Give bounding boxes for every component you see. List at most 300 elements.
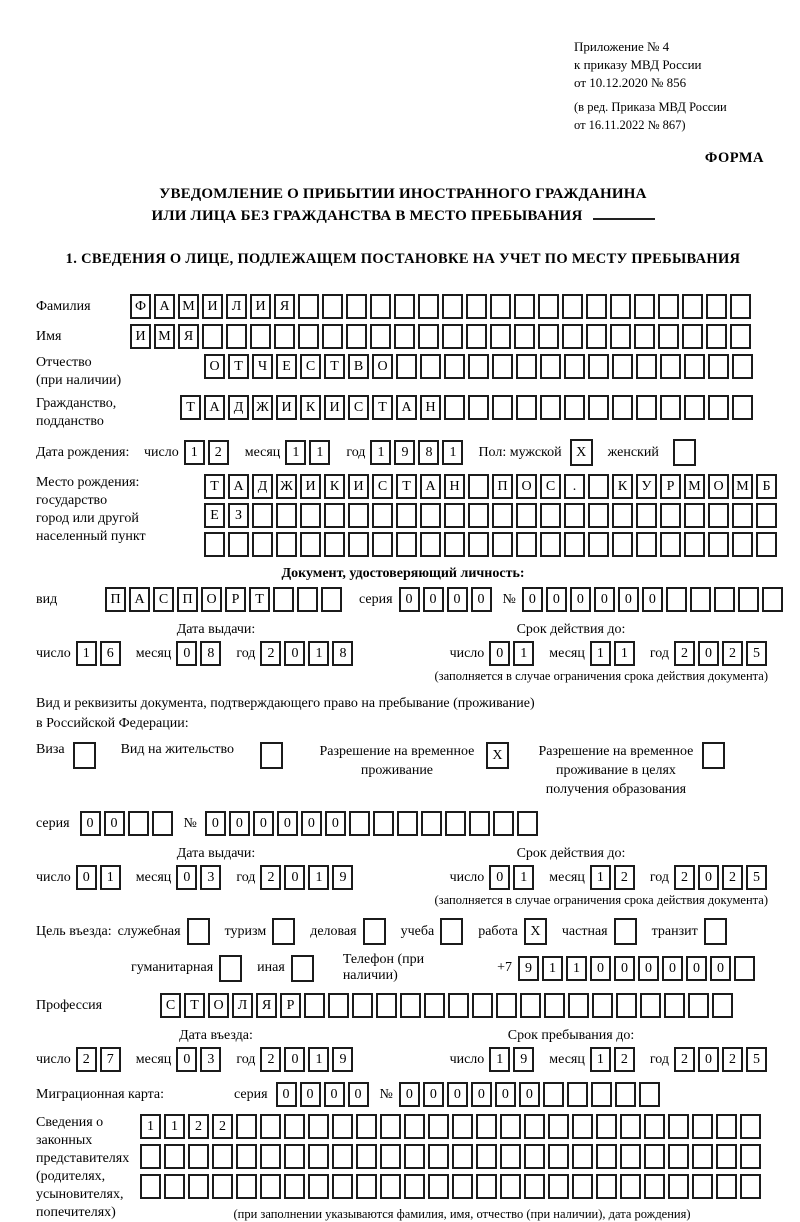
char-box[interactable] <box>568 993 589 1018</box>
char-box[interactable] <box>397 811 418 836</box>
char-box[interactable] <box>226 324 247 349</box>
char-box[interactable]: 0 <box>253 811 274 836</box>
char-box[interactable] <box>421 811 442 836</box>
char-box[interactable] <box>493 811 514 836</box>
char-box[interactable] <box>660 395 681 420</box>
char-box[interactable]: 1 <box>590 641 611 666</box>
char-box[interactable]: 0 <box>325 811 346 836</box>
char-box[interactable] <box>706 324 727 349</box>
char-box[interactable] <box>204 532 225 557</box>
char-box[interactable] <box>636 395 657 420</box>
char-box[interactable] <box>448 993 469 1018</box>
char-box[interactable] <box>543 1082 564 1107</box>
char-box[interactable] <box>684 503 705 528</box>
residence-seriya-field[interactable] <box>80 811 176 836</box>
char-box[interactable]: 5 <box>746 865 767 890</box>
char-box[interactable] <box>400 993 421 1018</box>
char-box[interactable]: 0 <box>104 811 125 836</box>
char-box[interactable]: С <box>300 354 321 379</box>
char-box[interactable] <box>517 811 538 836</box>
char-box[interactable]: 0 <box>447 587 468 612</box>
char-box[interactable]: 0 <box>489 865 510 890</box>
char-box[interactable] <box>756 503 777 528</box>
char-box[interactable] <box>322 324 343 349</box>
char-box[interactable]: 2 <box>260 641 281 666</box>
entry-month[interactable] <box>176 1047 224 1072</box>
char-box[interactable] <box>732 354 753 379</box>
char-box[interactable] <box>492 532 513 557</box>
migration-seriya-field[interactable] <box>276 1082 372 1107</box>
char-box[interactable]: Е <box>276 354 297 379</box>
char-box[interactable] <box>370 294 391 319</box>
char-box[interactable] <box>276 532 297 557</box>
char-box[interactable]: 5 <box>746 1047 767 1072</box>
char-box[interactable] <box>588 474 609 499</box>
char-box[interactable] <box>328 993 349 1018</box>
char-box[interactable]: 0 <box>76 865 97 890</box>
char-box[interactable] <box>567 1082 588 1107</box>
char-box[interactable]: 0 <box>546 587 567 612</box>
char-box[interactable] <box>260 1174 281 1199</box>
char-box[interactable]: 2 <box>212 1114 233 1139</box>
char-box[interactable] <box>682 324 703 349</box>
char-box[interactable] <box>706 294 727 319</box>
char-box[interactable] <box>562 324 583 349</box>
purpose-humanitarian-checkbox[interactable] <box>219 955 245 982</box>
char-box[interactable] <box>466 324 487 349</box>
char-box[interactable]: 0 <box>399 587 420 612</box>
char-box[interactable]: С <box>372 474 393 499</box>
char-box[interactable] <box>716 1144 737 1169</box>
citizenship-field[interactable] <box>180 395 756 420</box>
char-box[interactable] <box>308 1144 329 1169</box>
char-box[interactable]: 0 <box>176 641 197 666</box>
char-box[interactable]: А <box>228 474 249 499</box>
char-box[interactable]: Ф <box>130 294 151 319</box>
char-box[interactable] <box>252 503 273 528</box>
purpose-tourism-checkbox[interactable] <box>272 918 298 945</box>
char-box[interactable] <box>332 1114 353 1139</box>
char-box[interactable]: К <box>324 474 345 499</box>
char-box[interactable] <box>612 503 633 528</box>
char-box[interactable] <box>324 532 345 557</box>
char-box[interactable] <box>688 993 709 1018</box>
identity-expiry-day[interactable] <box>489 641 537 666</box>
char-box[interactable] <box>740 1174 761 1199</box>
char-box[interactable] <box>548 1144 569 1169</box>
char-box[interactable] <box>472 993 493 1018</box>
char-box[interactable] <box>564 395 585 420</box>
doc-kind-field[interactable] <box>105 587 345 612</box>
char-box[interactable] <box>452 1174 473 1199</box>
char-box[interactable] <box>636 503 657 528</box>
stay-year[interactable] <box>674 1047 770 1072</box>
char-box[interactable] <box>586 294 607 319</box>
char-box[interactable] <box>660 503 681 528</box>
char-box[interactable] <box>444 395 465 420</box>
char-box[interactable] <box>452 1114 473 1139</box>
char-box[interactable] <box>444 532 465 557</box>
char-box[interactable]: 1 <box>76 641 97 666</box>
char-box[interactable]: 2 <box>76 1047 97 1072</box>
char-box[interactable]: 0 <box>590 956 611 981</box>
entry-year[interactable] <box>260 1047 356 1072</box>
char-box[interactable]: Т <box>396 474 417 499</box>
char-box[interactable]: А <box>420 474 441 499</box>
char-box[interactable] <box>236 1144 257 1169</box>
char-box[interactable]: 1 <box>590 1047 611 1072</box>
char-box[interactable] <box>668 1114 689 1139</box>
char-box[interactable] <box>588 503 609 528</box>
char-box[interactable] <box>442 294 463 319</box>
char-box[interactable]: Д <box>252 474 273 499</box>
char-box[interactable]: 1 <box>566 956 587 981</box>
char-box[interactable]: 0 <box>710 956 731 981</box>
char-box[interactable]: 2 <box>722 641 743 666</box>
char-box[interactable] <box>476 1144 497 1169</box>
char-box[interactable]: 2 <box>722 1047 743 1072</box>
char-box[interactable]: А <box>204 395 225 420</box>
char-box[interactable]: 2 <box>674 1047 695 1072</box>
char-box[interactable] <box>684 395 705 420</box>
char-box[interactable] <box>298 294 319 319</box>
char-box[interactable] <box>538 294 559 319</box>
char-box[interactable] <box>612 395 633 420</box>
char-box[interactable]: С <box>153 587 174 612</box>
char-box[interactable] <box>468 354 489 379</box>
char-box[interactable] <box>732 532 753 557</box>
char-box[interactable] <box>524 1174 545 1199</box>
char-box[interactable]: 0 <box>423 587 444 612</box>
char-box[interactable] <box>615 1082 636 1107</box>
char-box[interactable]: Р <box>660 474 681 499</box>
char-box[interactable]: 0 <box>522 587 543 612</box>
char-box[interactable] <box>291 955 314 982</box>
char-box[interactable]: Т <box>372 395 393 420</box>
char-box[interactable] <box>128 811 149 836</box>
char-box[interactable]: В <box>348 354 369 379</box>
char-box[interactable]: У <box>636 474 657 499</box>
char-box[interactable] <box>273 587 294 612</box>
char-box[interactable] <box>348 532 369 557</box>
char-box[interactable]: И <box>202 294 223 319</box>
char-box[interactable]: О <box>208 993 229 1018</box>
char-box[interactable] <box>284 1114 305 1139</box>
char-box[interactable] <box>692 1174 713 1199</box>
char-box[interactable]: И <box>348 474 369 499</box>
char-box[interactable] <box>428 1144 449 1169</box>
char-box[interactable]: Б <box>756 474 777 499</box>
char-box[interactable]: 0 <box>698 865 719 890</box>
char-box[interactable] <box>418 294 439 319</box>
char-box[interactable]: 1 <box>308 1047 329 1072</box>
char-box[interactable] <box>308 1174 329 1199</box>
char-box[interactable]: 3 <box>200 865 221 890</box>
char-box[interactable]: 8 <box>418 440 439 465</box>
char-box[interactable]: 2 <box>674 641 695 666</box>
char-box[interactable]: И <box>300 474 321 499</box>
char-box[interactable] <box>152 811 173 836</box>
char-box[interactable] <box>466 294 487 319</box>
purpose-study-checkbox[interactable] <box>440 918 466 945</box>
char-box[interactable] <box>332 1144 353 1169</box>
char-box[interactable] <box>440 918 463 945</box>
char-box[interactable] <box>620 1174 641 1199</box>
entry-day[interactable] <box>76 1047 124 1072</box>
char-box[interactable] <box>428 1174 449 1199</box>
char-box[interactable]: 8 <box>332 641 353 666</box>
char-box[interactable]: 9 <box>518 956 539 981</box>
char-box[interactable] <box>396 354 417 379</box>
char-box[interactable] <box>188 1174 209 1199</box>
char-box[interactable] <box>732 395 753 420</box>
char-box[interactable]: О <box>204 354 225 379</box>
char-box[interactable]: М <box>684 474 705 499</box>
char-box[interactable] <box>692 1114 713 1139</box>
legal-reps-line-1[interactable] <box>140 1114 764 1139</box>
char-box[interactable] <box>712 993 733 1018</box>
char-box[interactable] <box>420 503 441 528</box>
char-box[interactable] <box>588 532 609 557</box>
char-box[interactable] <box>762 587 783 612</box>
char-box[interactable] <box>614 918 637 945</box>
char-box[interactable]: И <box>324 395 345 420</box>
char-box[interactable]: 1 <box>590 865 611 890</box>
char-box[interactable]: 9 <box>332 1047 353 1072</box>
residence-issue-day[interactable] <box>76 865 124 890</box>
char-box[interactable] <box>588 395 609 420</box>
char-box[interactable] <box>732 503 753 528</box>
char-box[interactable] <box>756 532 777 557</box>
char-box[interactable]: 0 <box>348 1082 369 1107</box>
char-box[interactable] <box>734 956 755 981</box>
char-box[interactable]: Я <box>256 993 277 1018</box>
char-box[interactable] <box>612 532 633 557</box>
char-box[interactable] <box>363 918 386 945</box>
char-box[interactable]: 0 <box>447 1082 468 1107</box>
char-box[interactable] <box>664 993 685 1018</box>
char-box[interactable] <box>684 354 705 379</box>
char-box[interactable] <box>660 354 681 379</box>
identity-expiry-year[interactable] <box>674 641 770 666</box>
char-box[interactable]: 0 <box>284 1047 305 1072</box>
char-box[interactable]: 0 <box>519 1082 540 1107</box>
char-box[interactable]: А <box>154 294 175 319</box>
char-box[interactable] <box>212 1144 233 1169</box>
char-box[interactable] <box>620 1114 641 1139</box>
char-box[interactable] <box>524 1114 545 1139</box>
char-box[interactable] <box>492 354 513 379</box>
char-box[interactable] <box>380 1174 401 1199</box>
char-box[interactable] <box>564 354 585 379</box>
char-box[interactable] <box>708 532 729 557</box>
char-box[interactable]: Т <box>324 354 345 379</box>
char-box[interactable] <box>596 1174 617 1199</box>
char-box[interactable] <box>396 532 417 557</box>
char-box[interactable] <box>370 324 391 349</box>
char-box[interactable] <box>298 324 319 349</box>
residence-permit-checkbox[interactable] <box>260 742 286 769</box>
char-box[interactable] <box>492 503 513 528</box>
char-box[interactable]: Т <box>204 474 225 499</box>
char-box[interactable] <box>564 503 585 528</box>
char-box[interactable]: 1 <box>442 440 463 465</box>
char-box[interactable] <box>658 324 679 349</box>
char-box[interactable]: 2 <box>614 865 635 890</box>
char-box[interactable]: 1 <box>309 440 330 465</box>
char-box[interactable]: 1 <box>542 956 563 981</box>
char-box[interactable] <box>738 587 759 612</box>
char-box[interactable] <box>202 324 223 349</box>
birth-year-field[interactable] <box>370 440 466 465</box>
birth-place-line-1[interactable] <box>204 474 780 499</box>
char-box[interactable]: 0 <box>471 1082 492 1107</box>
char-box[interactable] <box>260 742 283 769</box>
birth-day-field[interactable] <box>184 440 232 465</box>
char-box[interactable]: 0 <box>638 956 659 981</box>
sex-female-checkbox[interactable] <box>673 439 699 466</box>
char-box[interactable] <box>658 294 679 319</box>
purpose-work-checkbox[interactable] <box>524 918 550 945</box>
temp-residence-education-checkbox[interactable] <box>702 742 728 769</box>
char-box[interactable]: Я <box>274 294 295 319</box>
residence-number-field[interactable] <box>205 811 541 836</box>
residence-expiry-day[interactable] <box>489 865 537 890</box>
char-box[interactable] <box>444 354 465 379</box>
char-box[interactable]: 0 <box>698 1047 719 1072</box>
char-box[interactable] <box>544 993 565 1018</box>
purpose-official-checkbox[interactable] <box>187 918 213 945</box>
char-box[interactable]: П <box>105 587 126 612</box>
char-box[interactable]: 0 <box>276 1082 297 1107</box>
char-box[interactable] <box>346 294 367 319</box>
purpose-other-checkbox[interactable] <box>291 955 317 982</box>
doc-number-field[interactable] <box>522 587 786 612</box>
char-box[interactable] <box>702 742 725 769</box>
char-box[interactable]: X <box>524 918 547 945</box>
char-box[interactable]: 0 <box>614 956 635 981</box>
char-box[interactable] <box>236 1114 257 1139</box>
birth-place-line-2[interactable] <box>204 503 780 528</box>
phone-field[interactable] <box>518 956 758 981</box>
char-box[interactable]: С <box>348 395 369 420</box>
char-box[interactable]: 2 <box>722 865 743 890</box>
char-box[interactable]: 0 <box>570 587 591 612</box>
char-box[interactable] <box>324 503 345 528</box>
char-box[interactable] <box>634 294 655 319</box>
char-box[interactable]: М <box>178 294 199 319</box>
char-box[interactable] <box>538 324 559 349</box>
char-box[interactable] <box>276 503 297 528</box>
char-box[interactable] <box>514 294 535 319</box>
char-box[interactable]: 2 <box>188 1114 209 1139</box>
char-box[interactable]: 5 <box>746 641 767 666</box>
char-box[interactable]: М <box>154 324 175 349</box>
char-box[interactable] <box>420 354 441 379</box>
char-box[interactable] <box>540 532 561 557</box>
char-box[interactable]: 6 <box>100 641 121 666</box>
char-box[interactable] <box>492 395 513 420</box>
char-box[interactable]: X <box>486 742 509 769</box>
char-box[interactable] <box>404 1144 425 1169</box>
char-box[interactable] <box>588 354 609 379</box>
char-box[interactable] <box>516 532 537 557</box>
char-box[interactable] <box>476 1174 497 1199</box>
char-box[interactable] <box>274 324 295 349</box>
char-box[interactable] <box>284 1144 305 1169</box>
char-box[interactable] <box>520 993 541 1018</box>
char-box[interactable]: 0 <box>495 1082 516 1107</box>
char-box[interactable]: 0 <box>642 587 663 612</box>
char-box[interactable]: О <box>372 354 393 379</box>
char-box[interactable] <box>692 1144 713 1169</box>
char-box[interactable] <box>668 1174 689 1199</box>
char-box[interactable] <box>660 532 681 557</box>
char-box[interactable] <box>596 1114 617 1139</box>
char-box[interactable] <box>540 354 561 379</box>
char-box[interactable]: Л <box>232 993 253 1018</box>
char-box[interactable] <box>356 1114 377 1139</box>
char-box[interactable]: Ж <box>252 395 273 420</box>
char-box[interactable]: 0 <box>301 811 322 836</box>
char-box[interactable]: . <box>564 474 585 499</box>
char-box[interactable] <box>704 918 727 945</box>
char-box[interactable] <box>636 532 657 557</box>
char-box[interactable]: Ч <box>252 354 273 379</box>
char-box[interactable] <box>708 395 729 420</box>
char-box[interactable] <box>373 811 394 836</box>
char-box[interactable]: 0 <box>618 587 639 612</box>
char-box[interactable] <box>572 1114 593 1139</box>
char-box[interactable] <box>376 993 397 1018</box>
char-box[interactable]: А <box>396 395 417 420</box>
char-box[interactable]: 0 <box>686 956 707 981</box>
char-box[interactable] <box>730 294 751 319</box>
char-box[interactable]: X <box>570 439 593 466</box>
identity-expiry-month[interactable] <box>590 641 638 666</box>
visa-checkbox[interactable] <box>73 742 99 769</box>
char-box[interactable] <box>714 587 735 612</box>
char-box[interactable]: 0 <box>423 1082 444 1107</box>
char-box[interactable] <box>164 1144 185 1169</box>
char-box[interactable] <box>586 324 607 349</box>
stay-month[interactable] <box>590 1047 638 1072</box>
char-box[interactable] <box>260 1114 281 1139</box>
char-box[interactable]: М <box>732 474 753 499</box>
char-box[interactable] <box>404 1174 425 1199</box>
char-box[interactable] <box>500 1144 521 1169</box>
char-box[interactable] <box>740 1114 761 1139</box>
char-box[interactable] <box>612 354 633 379</box>
char-box[interactable] <box>322 294 343 319</box>
char-box[interactable] <box>164 1174 185 1199</box>
char-box[interactable]: С <box>160 993 181 1018</box>
char-box[interactable] <box>634 324 655 349</box>
char-box[interactable]: Т <box>249 587 270 612</box>
char-box[interactable] <box>708 503 729 528</box>
char-box[interactable]: Н <box>444 474 465 499</box>
legal-reps-line-3[interactable] <box>140 1174 764 1199</box>
char-box[interactable] <box>540 503 561 528</box>
char-box[interactable] <box>740 1144 761 1169</box>
char-box[interactable] <box>444 503 465 528</box>
char-box[interactable] <box>468 474 489 499</box>
char-box[interactable]: 0 <box>324 1082 345 1107</box>
char-box[interactable] <box>372 532 393 557</box>
char-box[interactable]: Н <box>420 395 441 420</box>
char-box[interactable]: С <box>540 474 561 499</box>
residence-expiry-month[interactable] <box>590 865 638 890</box>
